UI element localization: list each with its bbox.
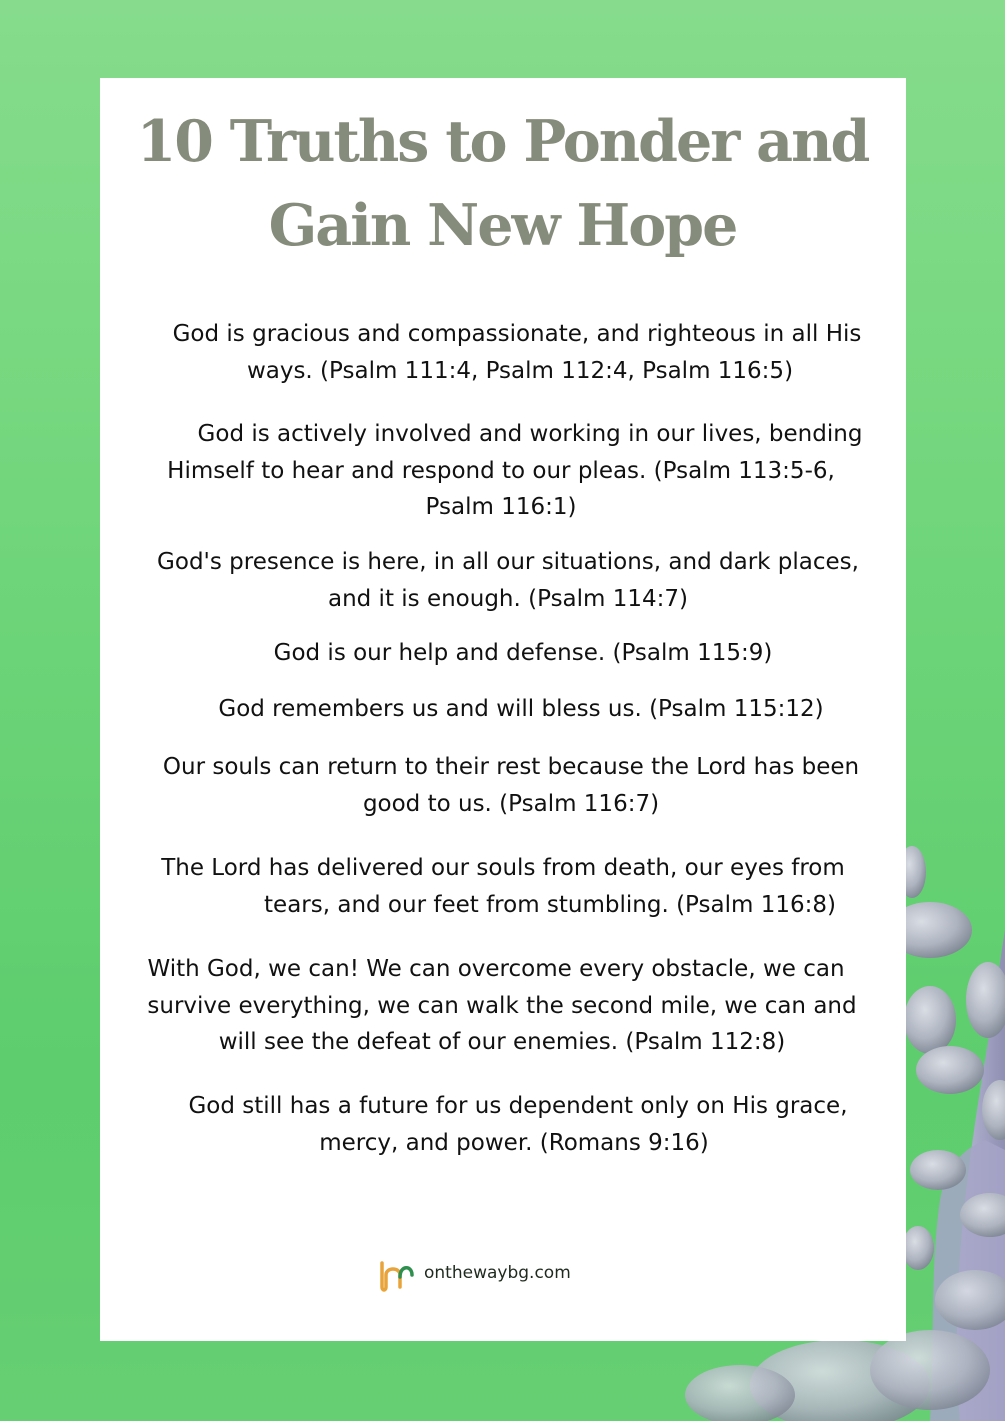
truth-line: and it is enough. (Psalm 114:7) — [327, 585, 689, 612]
truth-item-9 — [150, 1088, 878, 1161]
truth-item-4 — [148, 635, 898, 672]
truth-line: tears, and our feet from stumbling. (Psalm 116:8) — [264, 891, 836, 918]
truth-line: survive everything, we can walk the second mile, we can and — [147, 992, 857, 1019]
truth-line: good to us. (Psalm 116:7) — [362, 790, 660, 817]
truth-item-2 — [160, 416, 876, 526]
truth-line: God remembers us and will bless us. (Psalm 115:12) — [218, 696, 824, 722]
truth-item-1 — [158, 316, 876, 389]
truth-line: God is actively involved and working in our lives, bending — [197, 421, 863, 447]
truth-item-8 — [134, 951, 870, 1061]
truth-line: God still has a future for us dependent only on His grace, — [188, 1093, 848, 1119]
truth-line: ways. (Psalm 111:4, Psalm 112:4, Psalm 116:5) — [246, 357, 794, 384]
truth-line: God is gracious and compassionate, and righteous in all His — [172, 321, 862, 347]
truth-line: With God, we can! We can overcome every obstacle, we can — [147, 956, 845, 982]
truth-line: Psalm 116:1) — [425, 494, 577, 520]
truth-line: mercy, and power. (Romans 9:16) — [319, 1129, 709, 1156]
truth-line: Our souls can return to their rest because the Lord has been — [162, 754, 860, 780]
truth-item-5 — [148, 691, 894, 728]
page-title — [0, 100, 1005, 268]
truth-line: God is our help and defense. (Psalm 115:9) — [273, 640, 773, 666]
truth-line: The Lord has delivered our souls from death, our eyes from — [161, 855, 845, 881]
page-title-line-1: 10 Truths to Ponder and — [136, 108, 869, 175]
page-title-line-2: Gain New Hope — [268, 192, 737, 259]
truth-line: Himself to hear and respond to our pleas. (Psalm 113:5-6, — [167, 457, 835, 484]
truth-item-7 — [148, 850, 858, 923]
site-link[interactable]: onthewaybg.com — [424, 1263, 571, 1283]
truth-item-3 — [148, 544, 868, 617]
truth-item-6 — [150, 749, 872, 822]
truth-line: will see the defeat of our enemies. (Psalm 112:8) — [218, 1029, 786, 1055]
truth-line: God's presence is here, in all our situations, and dark places, — [157, 549, 859, 575]
onthewaybg-logo-icon — [376, 1257, 416, 1297]
